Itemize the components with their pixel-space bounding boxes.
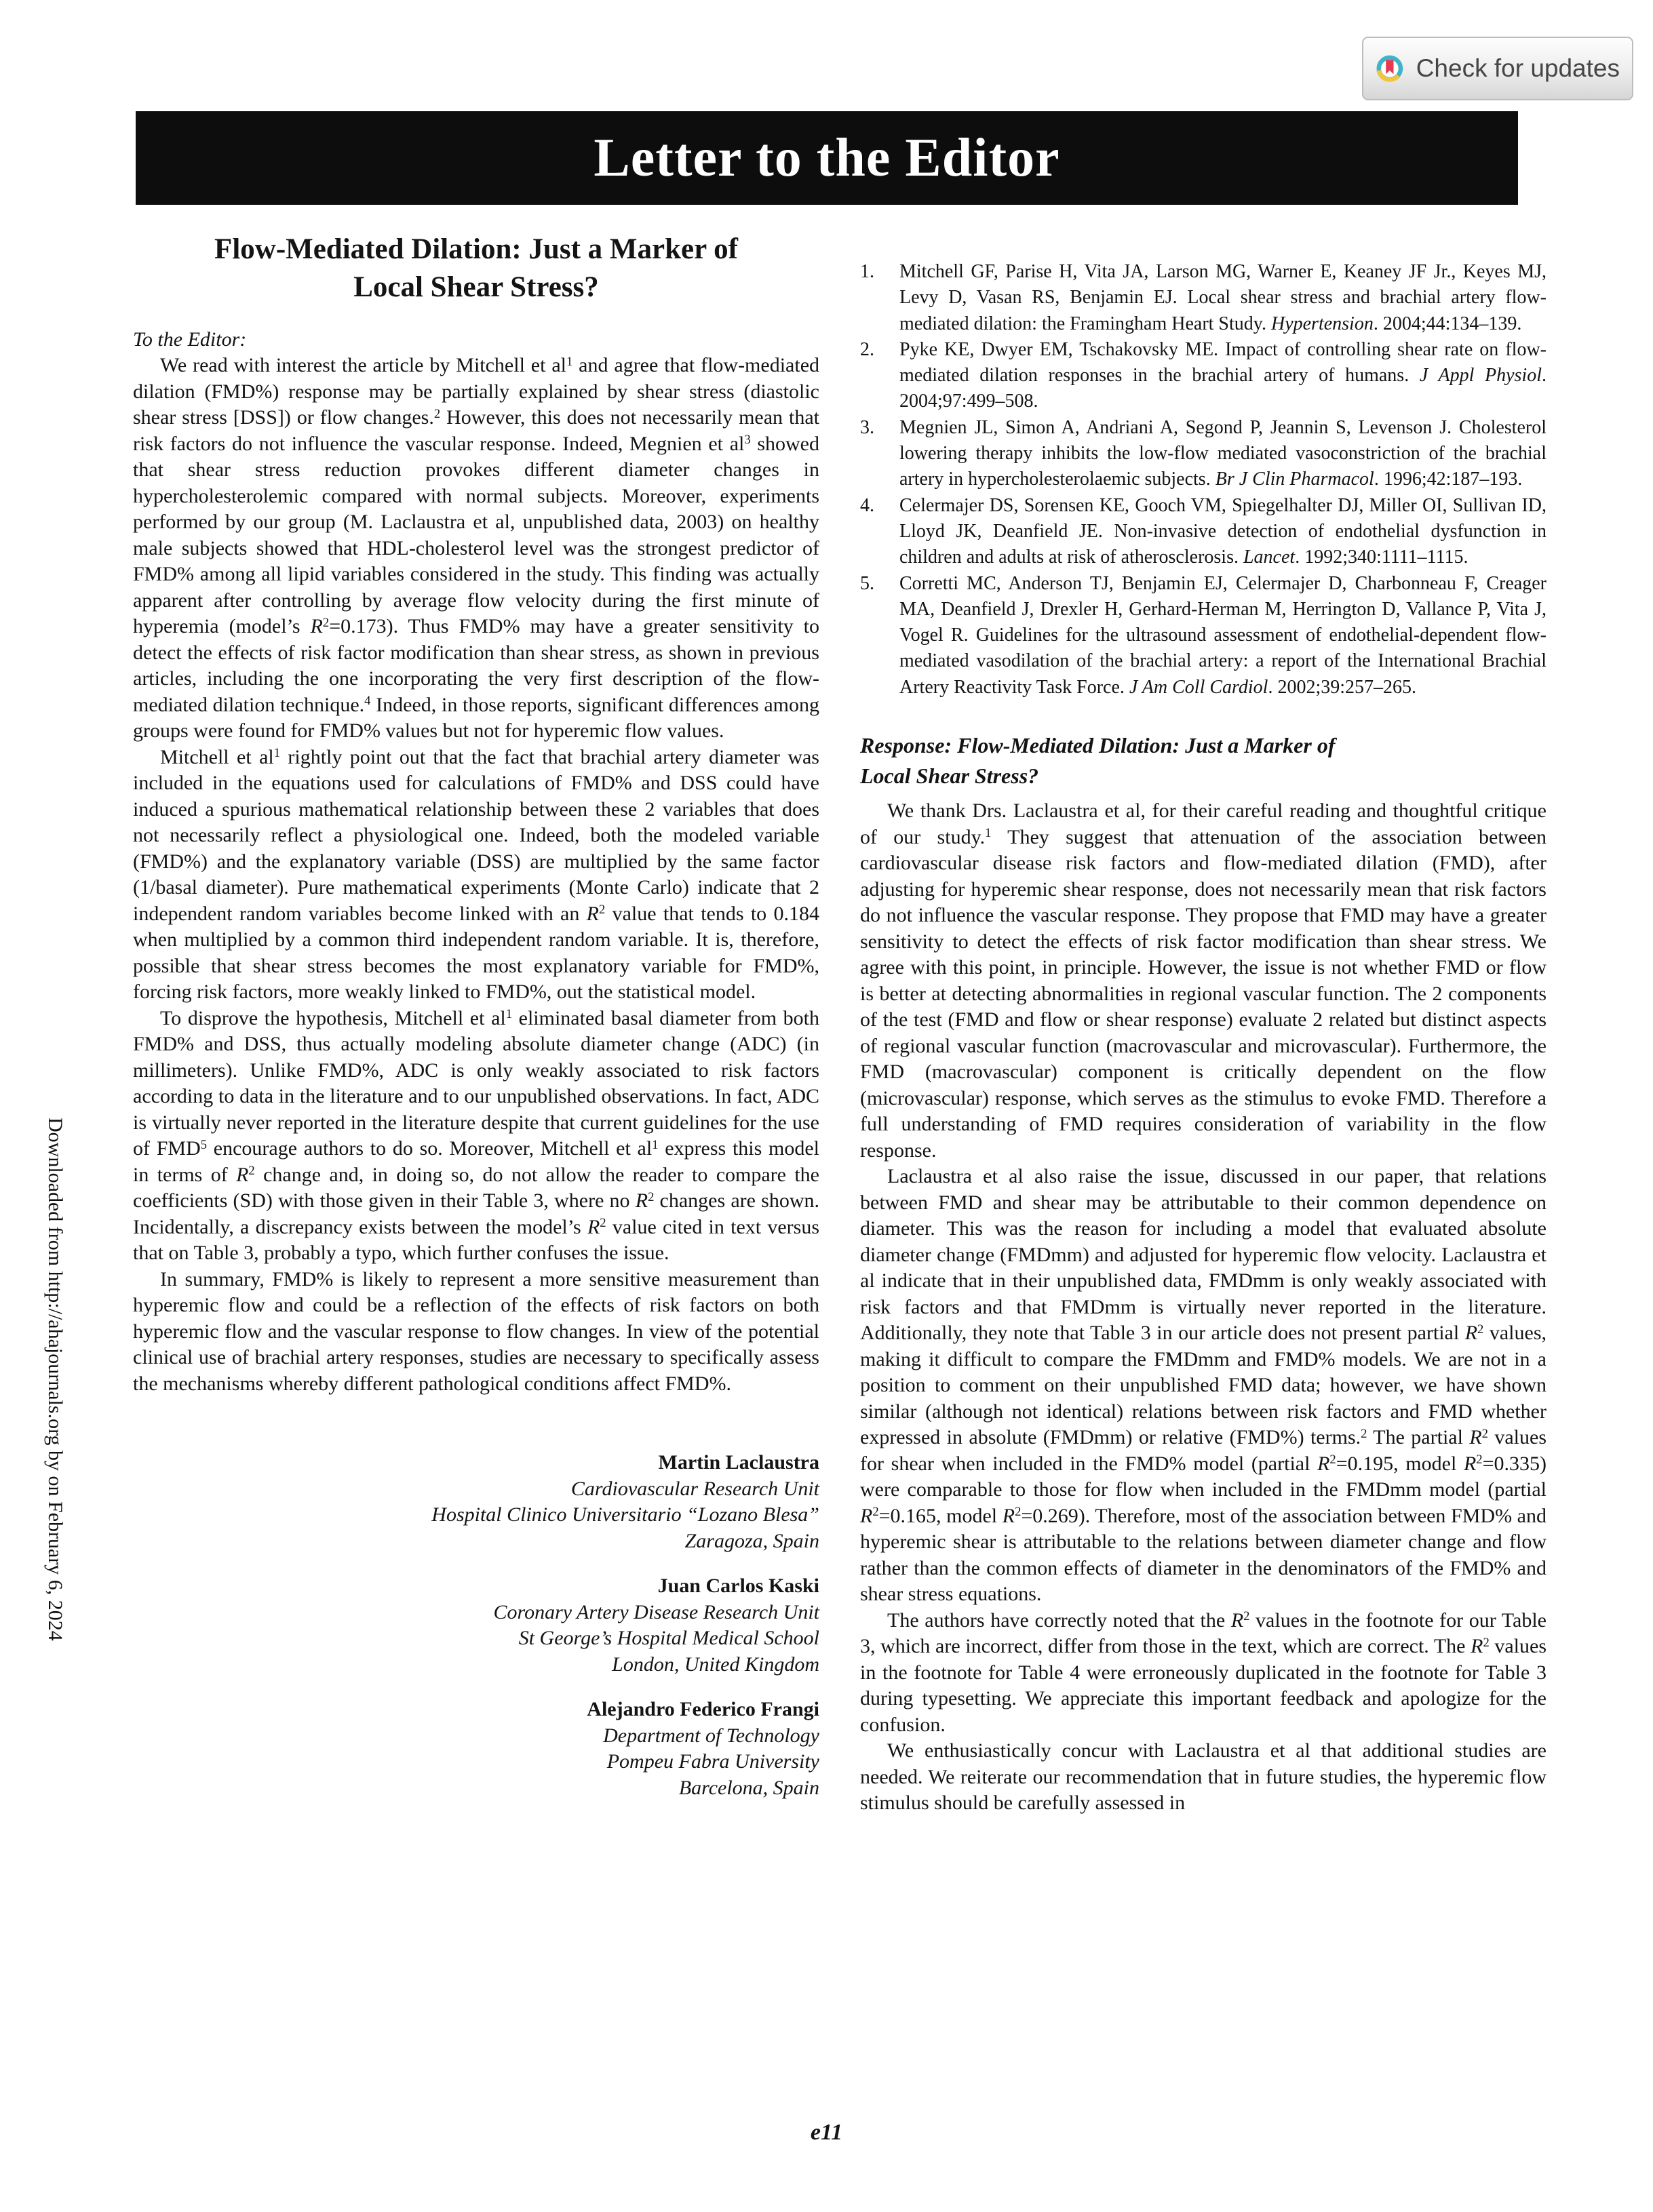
check-for-updates-button[interactable] [1362, 37, 1633, 100]
signature-kaski [133, 1573, 819, 1678]
signature-block [133, 1450, 819, 1801]
reference-number: 4. [860, 494, 874, 516]
page-number: e11 [810, 2120, 843, 2145]
response-heading-line-2: Local Shear Stress? [860, 764, 1039, 789]
download-watermark-text: Downloaded from http://ahajournals.org by on February 6, 2024 [44, 1118, 66, 1641]
reference-list [860, 259, 1547, 700]
section-banner-title: Letter to the Editor [594, 127, 1060, 188]
reference-number: 2. [860, 338, 874, 360]
signature-location: Barcelona, Spain [678, 1776, 819, 1799]
signature-name: Alejandro Federico Frangi [587, 1698, 819, 1720]
response-paragraph-1: We thank Drs. Laclaustra et al, for their careful reading and thoughtful critique of our study.$^1$ They suggest that attenuation of the association between cardiovascular disease risk factors and flow-mediated dilation (FMD), after adjusting for hyperemic shear response, does not necessarily mean that risk factors do not influence the vascular response. They propose that FMD may have a greater sensitivity to detect the effects of risk factor modification than shear stress. We agree with this point, in principle. However, the issue is not whether FMD or flow is better at detecting abnormalities in regional vascular function. The 2 components of the test (FMD and flow or shear response) evaluate 2 related but distinct aspects of regional vascular function (macrovascular and microvascular). Furthermore, the FMD (macrovascular) component is critically dependent on the flow (microvascular) response, which serves as the stimulus to evoke FMD. Therefore a full understanding of FMD requires consideration of variability in the flow response. [860, 799, 1547, 1162]
section-banner [136, 111, 1518, 205]
signature-laclaustra [133, 1450, 819, 1554]
reference-text: Megnien JL, Simon A, Andriani A, Segond P, Jeannin S, Levenson J. Cholesterol lowering therapy inhibits the low-flow mediated vasoconstriction of the brachial artery in hypercholesterolaemic subjects. Br J Clin Pharmacol. 1996;42:187–193. [899, 416, 1547, 490]
crossmark-logo-icon [1376, 48, 1404, 89]
signature-affiliation: St George’s Hospital Medical School [518, 1627, 819, 1649]
letter-paragraph-1: We read with interest the article by Mitchell et $al^1$ and agree that flow-mediated dilation (FMD%) response may be partially explained by shear stress (diastolic shear stress [DSS]) or flow changes.$^2$ However, this does not necessarily mean that risk factors do not influence the vascular response. Indeed, Megnien et $al^3$ showed that shear stress reduction provokes different diameter changes in hypercholesterolemic compared with normal subjects. Moreover, experiments performed by our group (M. Laclaustra et al, unpublished data, 2003) on healthy male subjects showed that HDL-cholesterol level was the strongest predictor of FMD% among all lipid variables considered in the study. This finding was actually apparent after controlling by average flow velocity during the first minute of hyperemia (model’s $R^2=0.173$). Thus FMD% may have a greater sensitivity to detect the effects of risk factor modification than shear stress, as shown in previous articles, including the one incorporating the very first description of the flow-mediated dilation technique.$^4$ Indeed, in those reports, significant differences among groups were found for FMD% values but not for hyperemic flow values. [133, 354, 820, 742]
signature-affiliation: Department of Technology [603, 1724, 819, 1747]
letter-paragraph-4: In summary, FMD% is likely to represent a more sensitive measurement than hyperemic flow and could be a reflection of the effects of risk factors on both hyperemic flow and the vascular response to flow changes. In view of the potential clinical use of brachial artery responses, studies are necessary to specifically assess the mechanisms whereby different pathological conditions affect FMD%. [133, 1267, 819, 1395]
check-for-updates-label: Check for updates [1416, 54, 1620, 82]
reference-text: Mitchell GF, Parise H, Vita JA, Larson MG, Warner E, Keaney JF Jr., Keyes MJ, Levy D, Vasan RS, Benjamin EJ. Local shear stress and brachial artery flow-mediated dilation: the Framingham Heart Study. Hypertension. 2004;44:134–139. [899, 261, 1547, 334]
response-paragraph-4: We enthusiastically concur with Laclaustra et al that additional studies are needed. We reiterate our recommendation that in future studies, the hyperemic flow stimulus should be carefully assessed in [860, 1739, 1547, 1815]
reference-number: 1. [860, 261, 874, 282]
letter-title-line-2: Local Shear Stress? [353, 271, 599, 303]
signature-location: Zaragoza, Spain [684, 1529, 819, 1552]
signature-name: Juan Carlos Kaski [657, 1575, 819, 1597]
letter-paragraph-2: Mitchell et $al^1$ rightly point out that the fact that brachial artery diameter was included in the equations used for calculations of FMD% and DSS could have induced a spurious mathematical relationship between these 2 variables that does not necessarily reflect a physiological one. Indeed, both the modeled variable (FMD%) and the explanatory variable (DSS) are multiplied by the same factor (1/basal diameter). Pure mathematical experiments (Monte Carlo) indicate that 2 independent random variables become linked with an $R^2$ value that tends to 0.184 when multiplied by a common third independent random variable. It is, therefore, possible that shear stress becomes the most explanatory variable for FMD%, forcing risk factors, more weakly linked to FMD%, out the statistical model. [133, 745, 819, 1003]
response-heading-line-1: Response: Flow-Mediated Dilation: Just a Marker of [860, 733, 1336, 758]
signature-name: Martin Laclaustra [658, 1451, 819, 1474]
signature-affiliation: Hospital Clinico Universitario “Lozano Blesa” [431, 1503, 819, 1526]
reference-item-5 [860, 571, 1547, 700]
letter-title [133, 231, 819, 307]
reference-item-1 [860, 259, 1547, 337]
response-paragraph-2: Laclaustra et al also raise the issue, discussed in our paper, that relations between FMD and shear may be attributable to their common dependence on diameter. This was the reason for including a model that evaluated absolute diameter change (FMDmm) and adjusted for hyperemic flow velocity. Laclaustra et al indicate that in their unpublished data, FMDmm is only weakly associated with risk factors and that FMDmm is virtually never reported in the literature. Additionally, they note that Table 3 in our article does not present partial $R^2$ values, making it difficult to compare the FMDmm and FMD% models. We are not in a position to comment on their unpublished FMD data; however, we have shown similar (although not identical) relations between risk factors and FMD whether expressed in absolute (FMDmm) or relative (FMD%) terms.$^2$ The partial $R^2$ values for shear when included in the FMD% model (partial $R^2=0.195$, model $R^2=0.335$) were comparable to those for flow when included in the FMDmm model (partial $R^2=0.165$, model $R^2=0.269$). Therefore, most of the association between FMD% and hyperemic shear is attributable to the relations between diameter change and flow rather than the common effects of diameter in the denominators of the FMD% and shear stress equations. [860, 1165, 1547, 1606]
reference-item-3 [860, 415, 1547, 493]
signature-affiliation: Cardiovascular Research Unit [570, 1477, 819, 1500]
signature-frangi [133, 1697, 819, 1801]
letter-title-line-1: Flow-Mediated Dilation: Just a Marker of [214, 233, 738, 265]
reference-number: 3. [860, 416, 874, 438]
signature-location: London, United Kingdom [612, 1653, 819, 1676]
reference-text: Pyke KE, Dwyer EM, Tschakovsky ME. Impact of controlling shear rate on flow-mediated dilation responses in the brachial artery of humans. J Appl Physiol. 2004;97:499–508. [899, 338, 1547, 412]
reference-text: Corretti MC, Anderson TJ, Benjamin EJ, Celermajer D, Charbonneau F, Creager MA, Deanfield J, Drexler H, Gerhard-Herman M, Herrington D, Vallance P, Vita J, Vogel R. Guidelines for the ultrasound assessment of endothelial-dependent flow-mediated vasodilation of the brachial artery: a report of the International Brachial Artery Reactivity Task Force. J Am Coll Cardiol. 2002;39:257–265. [899, 572, 1547, 698]
signature-affiliation: Coronary Artery Disease Research Unit [493, 1600, 819, 1623]
reference-item-4 [860, 493, 1547, 571]
reference-item-2 [860, 337, 1547, 415]
reference-text: Celermajer DS, Sorensen KE, Gooch VM, Spiegelhalter DJ, Miller OI, Sullivan ID, Lloyd JK, Deanfield JE. Non-invasive detection of endothelial dysfunction in children and adults at risk of atherosclerosis. Lancet. 1992;340:1111–1115. [899, 494, 1547, 568]
left-column [133, 231, 819, 1801]
right-column [860, 259, 1547, 1817]
reference-number: 5. [860, 572, 874, 594]
salutation: To the Editor: [133, 328, 247, 351]
signature-affiliation: Pompeu Fabra University [606, 1750, 819, 1773]
response-paragraph-3: The authors have correctly noted that the $R^2$ values in the footnote for our Table 3, which are incorrect, differ from those in the text, which are correct. The $R^2$ values in the footnote for Table 4 were erroneously duplicated in the footnote for Table 3 during typesetting. We appreciate this important feedback and apologize for the confusion. [860, 1608, 1547, 1736]
letter-paragraph-3: To disprove the hypothesis, Mitchell et $al^1$ eliminated basal diameter from both FMD% and DSS, thus actually modeling absolute diameter change (ADC) (in millimeters). Unlike FMD%, ADC is only weakly associated to risk factors according to data in the literature and to our unpublished observations. In fact, ADC is virtually never reported in the literature despite that current guidelines for the use of FMD$^5$ encourage authors to do so. Moreover, Mitchell et $al^1$ express this model in terms of $R^2$ change and, in doing so, do not allow the reader to compare the coefficients (SD) with those given in their Table 3, where no $R^2$ changes are shown. Incidentally, a discrepancy exists between the model’s $R^2$ value cited in text versus that on Table 3, probably a typo, which further confuses the issue. [133, 1006, 820, 1264]
response-heading [860, 730, 1547, 791]
